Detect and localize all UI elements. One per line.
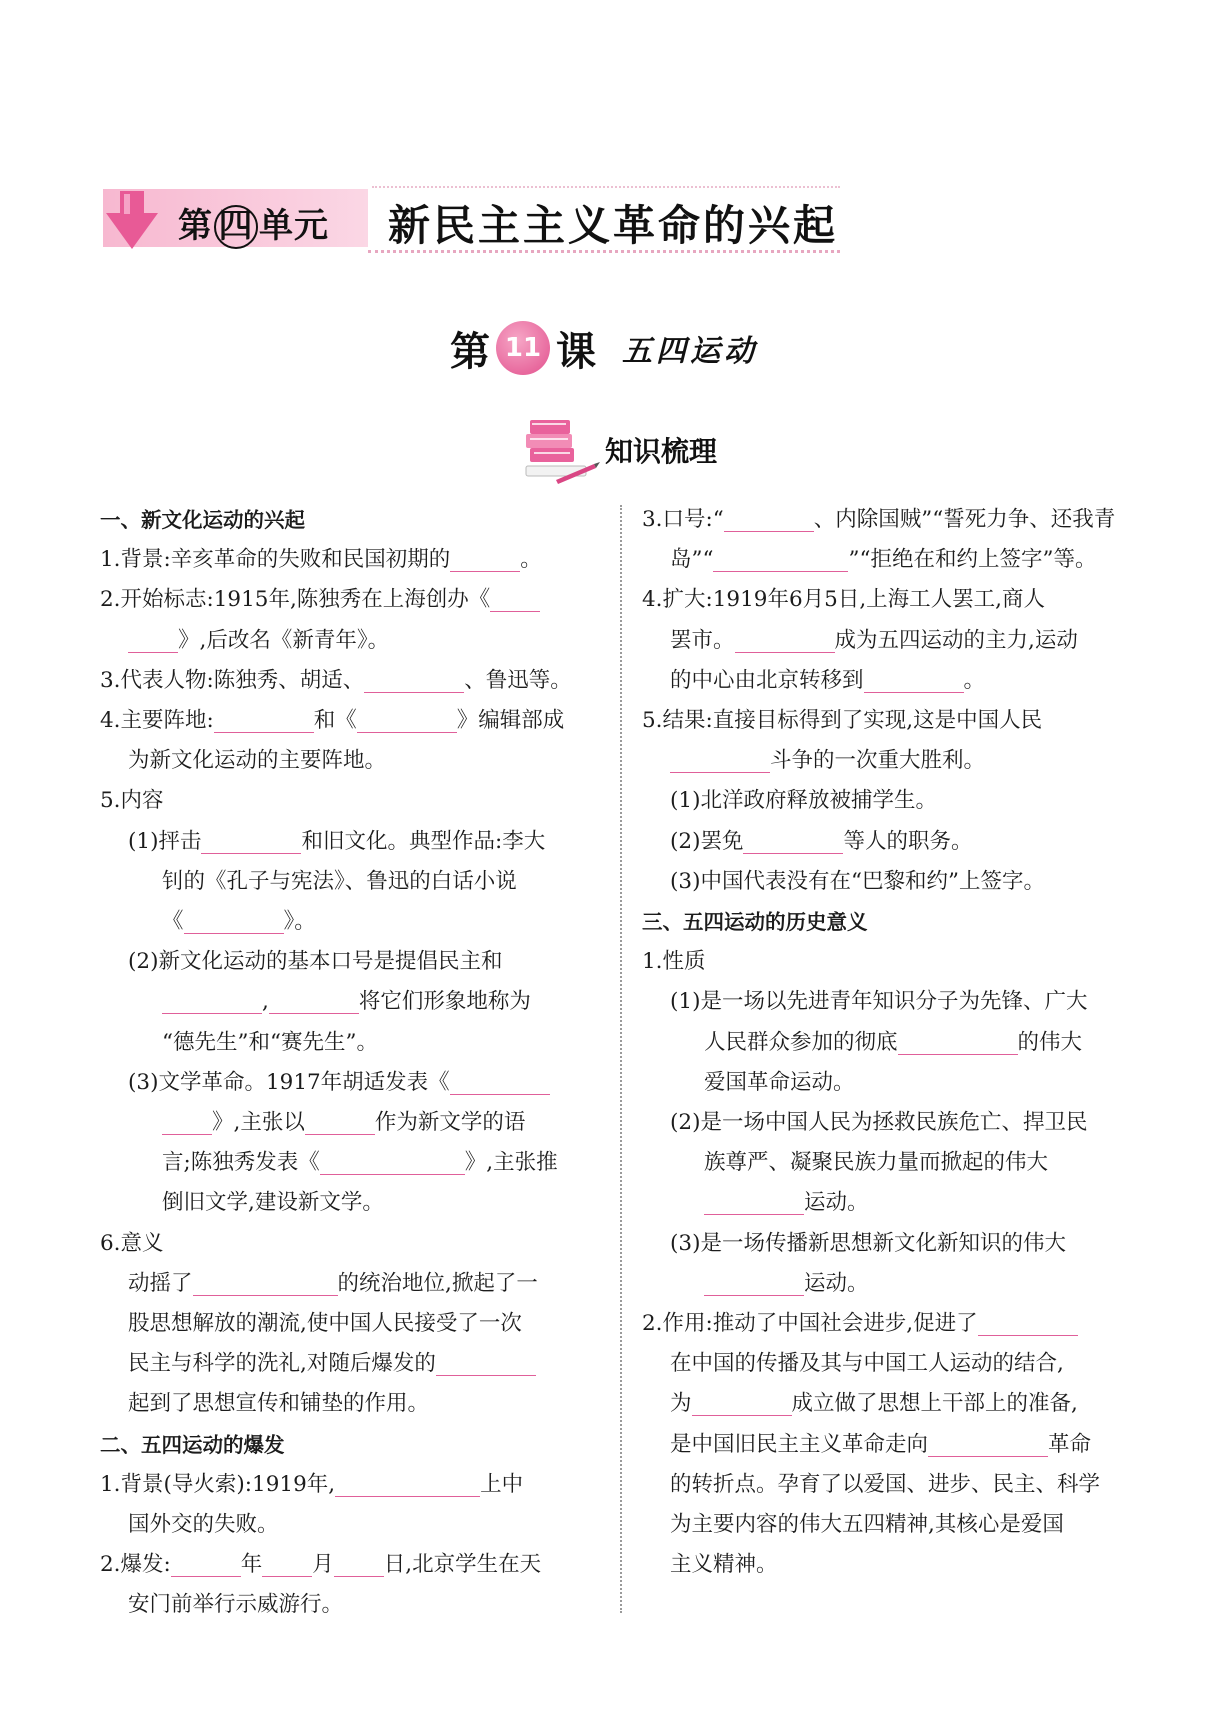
text-line: 2.爆发: 年 月 日,北京学生在天 [100,1545,598,1585]
unit-title: 新民主主义革命的兴起 [388,201,839,250]
lesson-number-badge: 11 [496,321,550,375]
text-line: 国外交的失败。 [128,1512,279,1538]
section-heading: 二、五四运动的爆发 [100,1432,285,1457]
text-line: 为 成立做了思想上干部上的准备, [642,1384,1142,1424]
text-line: 言;陈独秀发表《 》,主张推 [100,1143,598,1183]
lesson-suffix: 课 [556,327,596,375]
fill-blank[interactable] [214,704,314,733]
text-line: 《 》。 [100,902,598,942]
text-line: 股思想解放的潮流,使中国人民接受了一次 [128,1311,522,1337]
down-arrow-icon [106,191,158,251]
fill-blank[interactable] [128,624,178,653]
text-line: 岛”“ ”“拒绝在和约上签字”等。 [642,540,1142,580]
text-line: 》,主张以 作为新文学的语 [100,1103,598,1143]
text-line: 》,后改名《新青年》。 [100,621,598,661]
fill-blank[interactable] [357,704,457,733]
text-line: (3)是一场传播新思想新文化新知识的伟大 [670,1230,1066,1256]
unit-label: 第 四 单元 [178,198,329,249]
text-line: 为主要内容的伟大五四精神,其核心是爱国 [670,1512,1064,1538]
fill-blank[interactable] [713,543,848,572]
text-line: 1.背景:辛亥革命的失败和民国初期的 。 [100,540,598,580]
text-line: 爱国革命运动。 [704,1069,855,1095]
text-line: 罢市。 成为五四运动的主力,运动 [642,621,1142,661]
divider-dotted [372,186,840,188]
text-line: 倒旧文学,建设新文学。 [162,1190,384,1216]
text-line: , 将它们形象地称为 [100,982,598,1022]
fill-blank[interactable] [928,1428,1048,1457]
text-line: (3)文学革命。1917年胡适发表《 [100,1063,598,1103]
text-line: 5.内容 [100,788,164,814]
text-line: 1.背景(导火索):1919年, 上中 [100,1465,598,1505]
fill-blank[interactable] [864,664,964,693]
fill-blank[interactable] [364,664,464,693]
left-column [100,500,598,1626]
fill-blank[interactable] [450,543,520,572]
fill-blank[interactable] [162,1106,212,1135]
divider-dotted [368,250,840,253]
fill-blank[interactable] [436,1347,536,1376]
text-line: (1)是一场以先进青年知识分子为先锋、广大 [670,989,1088,1015]
text-line: 6.意义 [100,1230,164,1256]
text-line: 1.性质 [642,949,706,975]
section-heading: 一、新文化运动的兴起 [100,508,305,532]
text-line: 3.口号:“ 、内除国贼”“誓死力争、还我青 [642,500,1142,540]
lesson-title [450,318,758,378]
fill-blank[interactable] [171,1548,241,1577]
text-line: (1)抨击 和旧文化。典型作品:李大 [100,822,598,862]
text-line: 钊的《孔子与宪法》、鲁迅的白话小说 [162,868,517,894]
text-line: 民主与科学的洗礼,对随后爆发的 [100,1344,598,1384]
text-line: 运动。 [642,1264,1142,1304]
fill-blank[interactable] [704,1267,804,1296]
text-line: “德先生”和“赛先生”。 [162,1029,378,1055]
fill-blank[interactable] [692,1387,792,1416]
fill-blank[interactable] [704,1186,804,1215]
text-line: 斗争的一次重大胜利。 [642,741,1142,781]
books-icon [516,414,600,486]
text-line: 的中心由北京转移到 。 [642,661,1142,701]
section-title: 知识梳理 [605,435,718,468]
text-line: 5.结果:直接目标得到了实现,这是中国人民 [642,708,1043,734]
text-line: 动摇了 的统治地位,掀起了一 [100,1264,598,1304]
column-divider [620,505,622,1613]
fill-blank[interactable] [320,1146,465,1175]
fill-blank[interactable] [305,1106,375,1135]
text-line: 的转折点。孕育了以爱国、进步、民主、科学 [670,1471,1101,1497]
fill-blank[interactable] [201,825,301,854]
text-line: 4.扩大:1919年6月5日,上海工人罢工,商人 [642,587,1046,613]
text-line: 3.代表人物:陈独秀、胡适、 、鲁迅等。 [100,661,598,701]
fill-blank[interactable] [898,1026,1018,1055]
fill-blank[interactable] [450,1066,550,1095]
text-line: 2.作用:推动了中国社会进步,促进了 [642,1304,1142,1344]
section-heading: 三、五四运动的历史意义 [642,910,868,935]
fill-blank[interactable] [724,503,814,532]
fill-blank[interactable] [269,985,359,1014]
fill-blank[interactable] [162,985,262,1014]
text-line: 起到了思想宣传和铺垫的作用。 [128,1391,430,1417]
fill-blank[interactable] [184,905,284,934]
fill-blank[interactable] [490,583,540,612]
text-line: 4.主要阵地: 和《 》编辑部成 [100,701,598,741]
text-line: (3)中国代表没有在“巴黎和约”上签字。 [670,868,1045,894]
lesson-prefix: 第 [450,327,490,375]
fill-blank[interactable] [262,1548,312,1577]
text-line: 在中国的传播及其与中国工人运动的结合, [670,1351,1064,1377]
text-line: (2)是一场中国人民为拯救民族危亡、捍卫民 [670,1110,1088,1136]
text-line: (2)罢免 等人的职务。 [642,822,1142,862]
fill-blank[interactable] [743,825,843,854]
fill-blank[interactable] [670,744,770,773]
fill-blank[interactable] [193,1267,338,1296]
text-line: 运动。 [642,1183,1142,1223]
text-line: 2.开始标志:1915年,陈独秀在上海创办《 [100,580,598,620]
text-line: 人民群众参加的彻底 的伟大 [642,1023,1142,1063]
lesson-subtitle: 五四运动 [622,334,758,369]
text-line: 安门前举行示威游行。 [128,1592,344,1618]
fill-blank[interactable] [334,1548,384,1577]
fill-blank[interactable] [735,624,835,653]
text-line: 族尊严、凝聚民族力量而掀起的伟大 [704,1150,1049,1176]
fill-blank[interactable] [335,1468,480,1497]
text-line: 为新文化运动的主要阵地。 [128,748,387,774]
fill-blank[interactable] [978,1307,1078,1336]
right-column [642,500,1142,1585]
text-line: (2)新文化运动的基本口号是提倡民主和 [128,949,503,975]
text-line: (1)北洋政府释放被捕学生。 [670,788,937,814]
text-line: 主义精神。 [670,1552,778,1578]
unit-number: 四 [214,205,258,249]
text-line: 是中国旧民主主义革命走向 革命 [642,1425,1142,1465]
